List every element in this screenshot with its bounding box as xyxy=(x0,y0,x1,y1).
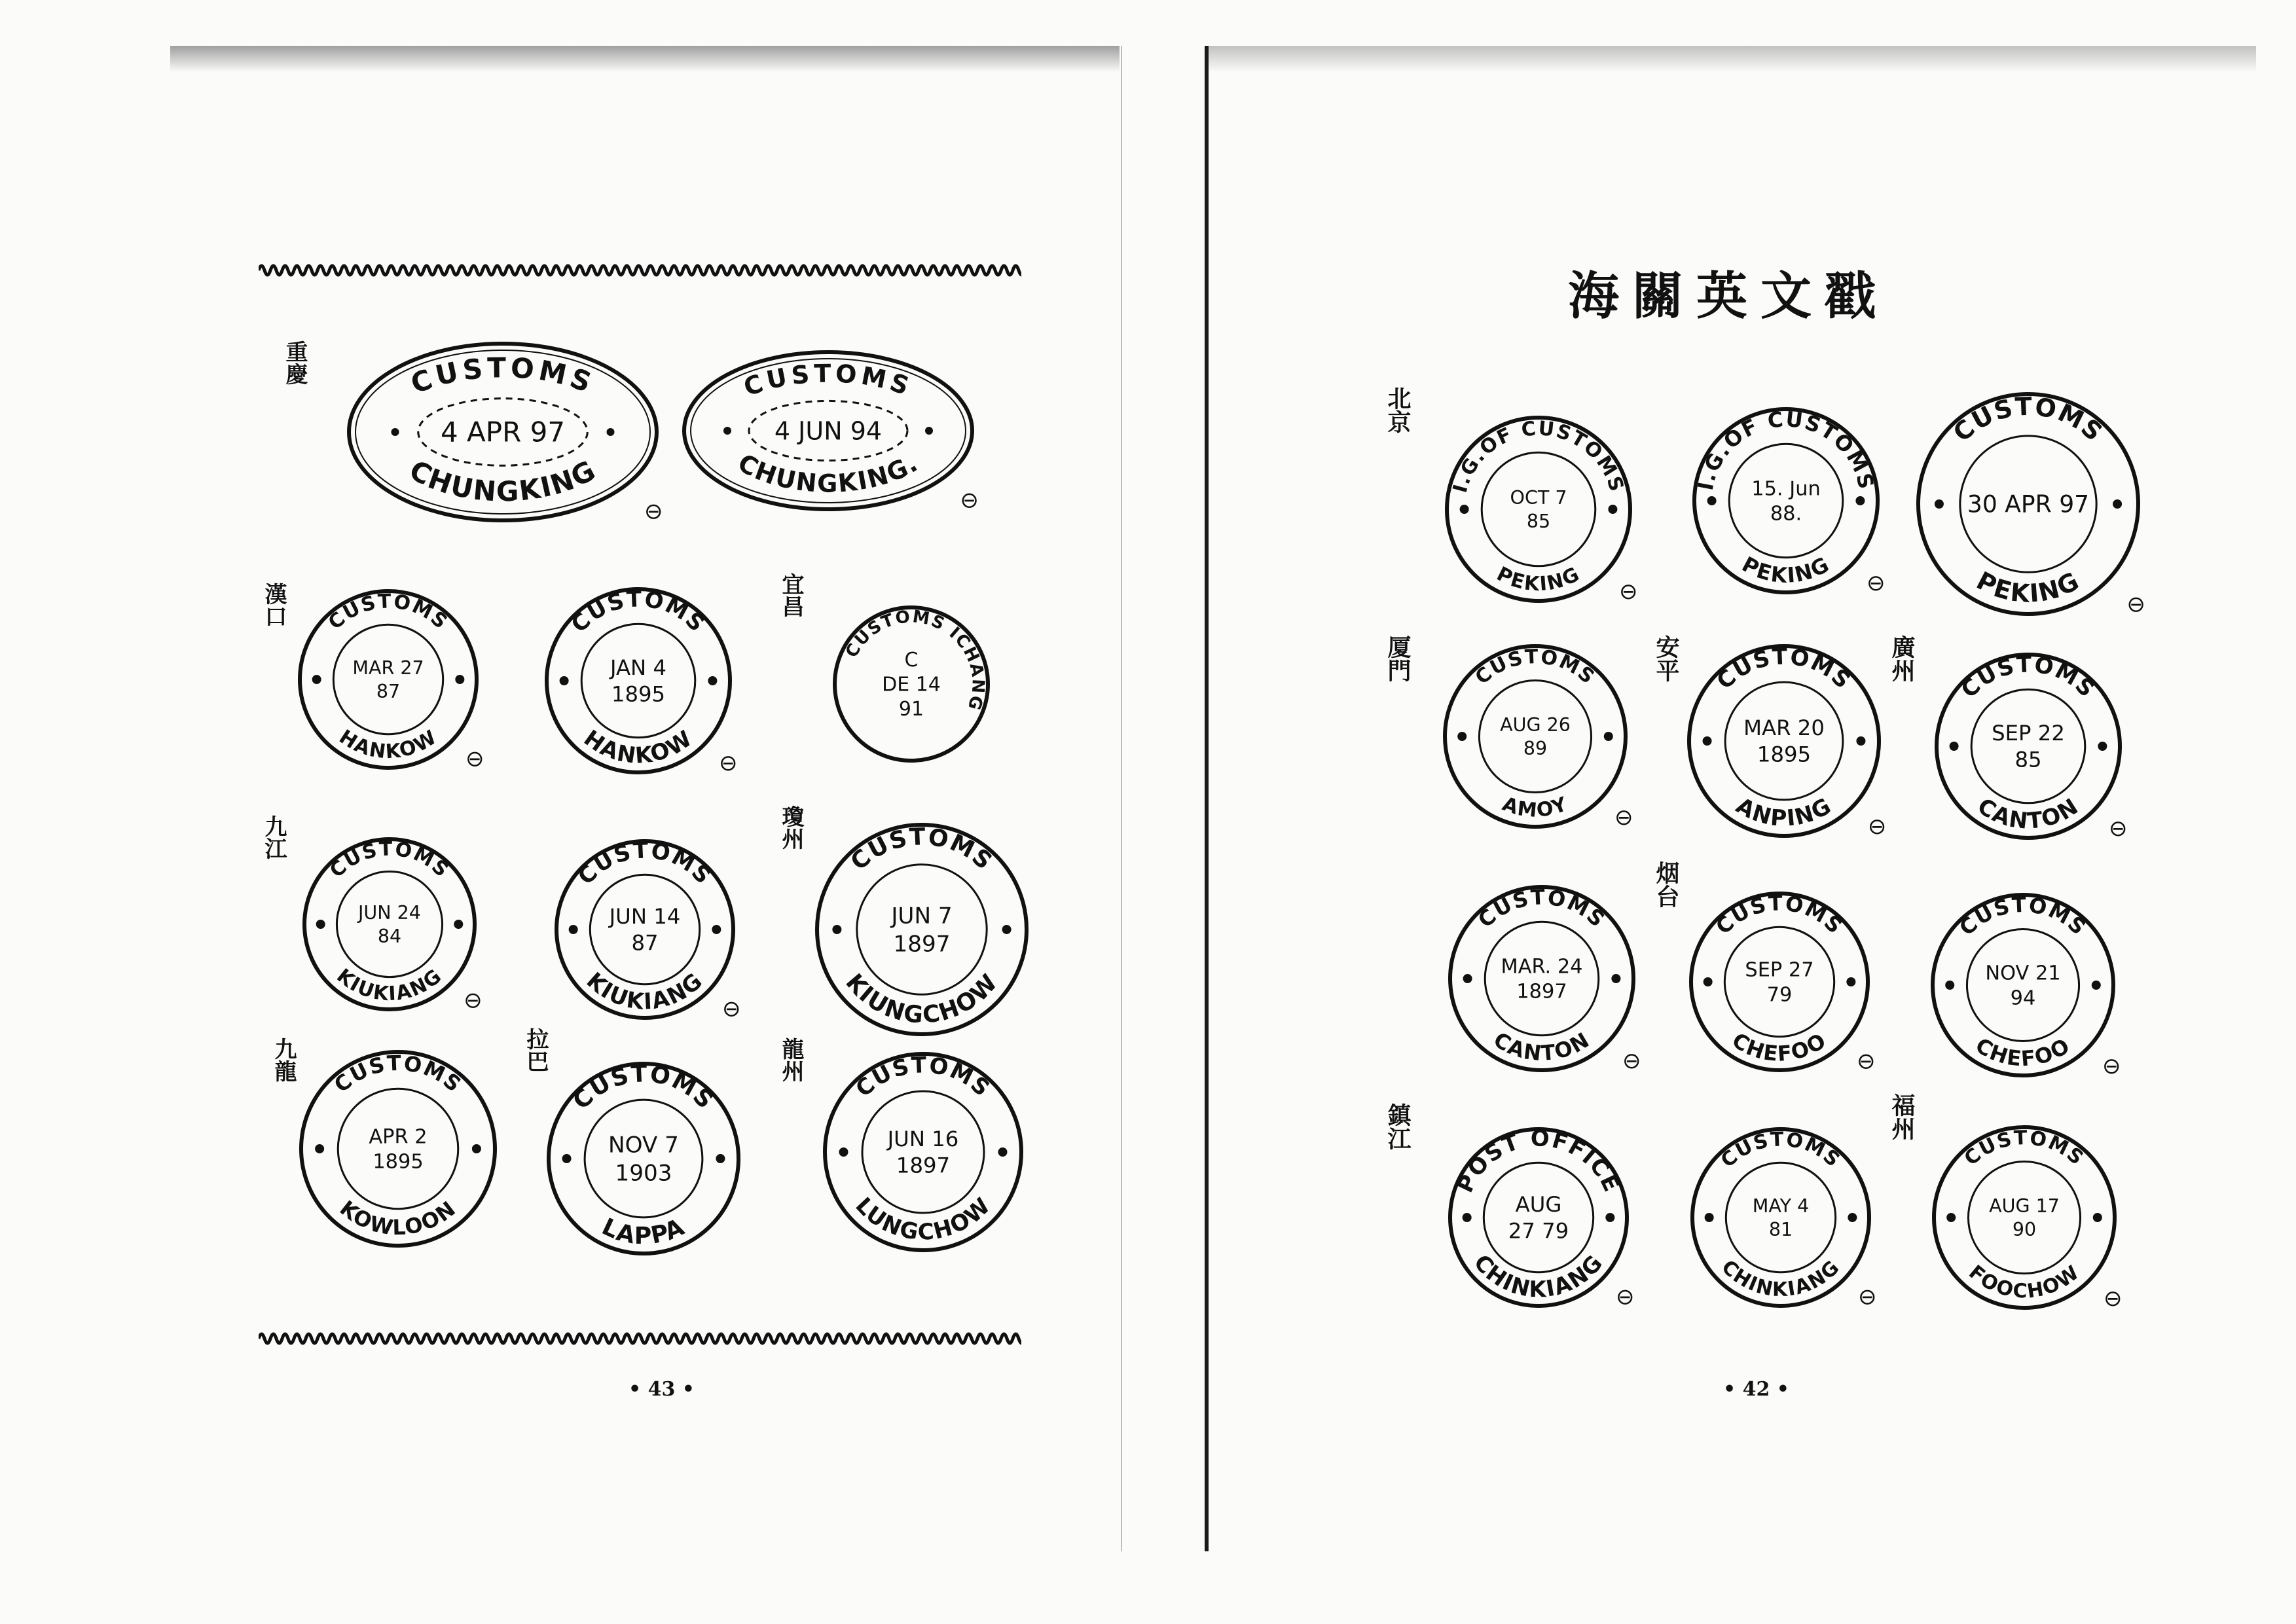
postmark-ornament xyxy=(1705,1213,1714,1222)
minus-circle-icon: ⊖ xyxy=(1618,579,1638,605)
postmark-date: 4 JUN 94 xyxy=(774,416,883,446)
postmark-arc-top: I.G.OF CUSTOMS xyxy=(1692,406,1880,493)
postmark-arc-top: CUSTOMS xyxy=(1954,892,2092,941)
postmark-chefoo-nov-21-94 xyxy=(1893,856,2153,1115)
postmark-arc-top: CUSTOMS ICHANG xyxy=(841,607,988,713)
postmark-arc-bottom: KIUNGCHOW xyxy=(840,968,1004,1030)
postmark-arc-top: CUSTOMS xyxy=(573,837,718,890)
postmark-peking-15-jun-88 xyxy=(1655,370,1917,632)
postmark-kowloon-apr-2-1895 xyxy=(262,1013,534,1285)
minus-circle-icon: ⊖ xyxy=(718,750,738,777)
postmark-arc-bottom: CHEFOO xyxy=(1727,1027,1832,1067)
postmark-date: JUN 7 xyxy=(891,903,953,929)
caption-foochow: 福州 xyxy=(1888,1093,1916,1140)
postmark-chinkiang-may-4-81 xyxy=(1653,1090,1908,1345)
postmark-year: 90 xyxy=(2012,1218,2037,1240)
postmark-arc-top: I.G.OF CUSTOMS xyxy=(1448,416,1629,496)
postmark-ornament xyxy=(1605,1213,1614,1222)
postmark-year: 1895 xyxy=(1757,742,1812,767)
postmark-date: JAN 4 xyxy=(610,655,667,681)
caption-chefoo: 烟台 xyxy=(1652,861,1680,908)
postmark-arc-bottom: PEKING xyxy=(1971,566,2085,609)
postmark-date: MAY 4 xyxy=(1752,1195,1810,1218)
minus-circle-icon: ⊖ xyxy=(1858,1284,1877,1310)
postmark-peking-oct-7-85 xyxy=(1408,378,1669,640)
postmark-ornament xyxy=(472,1144,481,1153)
postmark-year: 1903 xyxy=(615,1160,672,1187)
postmark-arc-bottom: CHINKIANG xyxy=(1717,1255,1845,1301)
minus-circle-icon: ⊖ xyxy=(1857,1048,1876,1075)
postmark-year: 1895 xyxy=(611,681,666,707)
postmark-ornament xyxy=(1946,1213,1956,1222)
postmark-peking-30-apr-97 xyxy=(1879,355,2178,653)
postmark-date: AUG xyxy=(1515,1192,1562,1218)
postmark-arc-top: CUSTOMS xyxy=(1959,1126,2089,1171)
postmark-year-line: 91 xyxy=(898,698,924,721)
postmark-arc-bottom: CHEFOO xyxy=(1971,1032,2075,1072)
postmark-arc-bottom: LUNGCHOW xyxy=(850,1192,996,1246)
postmark-date: JUN 14 xyxy=(609,904,681,929)
caption-kiungchow: 瓊州 xyxy=(778,805,804,850)
postmark-inner-ring xyxy=(1484,1163,1593,1272)
postmark-year: 85 xyxy=(1526,510,1551,532)
minus-circle-icon: ⊖ xyxy=(722,996,741,1022)
postmark-ornament xyxy=(2093,1213,2102,1222)
postmark-inner-ring xyxy=(1485,922,1599,1036)
caption-peking: 北京 xyxy=(1384,386,1412,433)
caption-chinkiang: 鎮江 xyxy=(1384,1103,1412,1150)
postmark-arc-top: CUSTOMS xyxy=(329,1050,467,1098)
postmark-ornament xyxy=(562,1154,572,1163)
postmark-year: 79 xyxy=(1766,983,1793,1007)
postmark-inner-ring xyxy=(1729,444,1843,558)
postmark-ornament xyxy=(1460,505,1469,514)
postmark-date: JUN 16 xyxy=(887,1127,959,1152)
caption-canton: 廣州 xyxy=(1888,635,1916,682)
postmark-ornament xyxy=(1950,742,1959,751)
postmark-ornament xyxy=(832,925,841,934)
postmark-ornament xyxy=(392,428,399,436)
postmark-date: MAR 20 xyxy=(1743,715,1825,741)
postmark-inner-ring xyxy=(1724,927,1834,1036)
postmark-ornament xyxy=(1608,505,1617,514)
minus-circle-icon: ⊖ xyxy=(464,987,483,1014)
postmark-hankow-jan-4-1895 xyxy=(507,550,769,812)
postmark-date: NOV 7 xyxy=(608,1132,679,1159)
postmark-ornament xyxy=(925,427,933,435)
postmark-inner-ring xyxy=(1971,689,2085,803)
postmark-arc-top: POST OFFICE xyxy=(1451,1125,1626,1197)
postmark-ornament xyxy=(708,676,717,685)
postmark-hankow-mar-27-87 xyxy=(261,552,516,807)
postmark-arc-bottom: CHUNGKING xyxy=(404,453,602,508)
minus-circle-icon: ⊖ xyxy=(2102,1053,2121,1080)
page-top-edge-left xyxy=(170,46,1120,72)
postmark-date: MAR 27 xyxy=(352,657,424,679)
postmark-ornament xyxy=(1846,977,1855,986)
page-title: 海關英文戳 xyxy=(1568,266,1889,326)
minus-circle-icon: ⊖ xyxy=(1616,1284,1635,1310)
postmark-year: 81 xyxy=(1768,1218,1793,1240)
postmark-inner-ring xyxy=(585,1100,702,1218)
postmark-inner-ring xyxy=(1482,452,1595,566)
postmark-ornament xyxy=(1855,496,1865,505)
postmark-arc-bottom: HANKOW xyxy=(579,725,698,769)
minus-circle-icon: ⊖ xyxy=(465,746,484,772)
postmark-arc-top: CUSTOMS xyxy=(740,359,917,402)
wavy-border-bottom xyxy=(259,1326,1021,1352)
postmark-inner-ring xyxy=(857,865,987,994)
postmark-date: MAR. 24 xyxy=(1501,955,1583,979)
postmark-arc-bottom: CHUNGKING. xyxy=(733,448,924,498)
postmark-canton-sep-22-85 xyxy=(1897,615,2159,877)
postmark-canton-mar-24-1897 xyxy=(1411,848,1673,1110)
postmark-year: 84 xyxy=(377,925,402,947)
postmark-arc-bottom: CANTON xyxy=(1973,793,2084,835)
postmark-year: 94 xyxy=(2010,986,2036,1010)
postmark-arc-bottom: AMOY xyxy=(1499,792,1571,823)
minus-circle-icon: ⊖ xyxy=(1614,804,1633,831)
postmark-arc-top: CUSTOMS xyxy=(568,1060,720,1115)
minus-circle-icon: ⊖ xyxy=(1622,1048,1641,1075)
minus-circle-icon: ⊖ xyxy=(1867,814,1887,840)
postmark-date: C xyxy=(904,649,919,672)
postmark-inner-ring xyxy=(1726,1163,1835,1272)
postmark-arc-top: CUSTOMS xyxy=(850,1052,996,1103)
postmark-ornament xyxy=(1002,925,1011,934)
postmark-arc-bottom: CANTON xyxy=(1489,1026,1595,1066)
postmark-ornament xyxy=(712,925,721,934)
postmark-ornament xyxy=(316,920,325,929)
postmark-arc-top: CUSTOMS xyxy=(1716,1128,1846,1173)
postmark-ornament xyxy=(312,675,321,684)
postmark-ornament xyxy=(607,428,615,436)
postmark-year: 27 79 xyxy=(1508,1218,1569,1244)
postmark-date: 30 APR 97 xyxy=(1967,490,2090,518)
minus-circle-icon: ⊖ xyxy=(2126,591,2145,618)
page-number-43: • 43 • xyxy=(629,1378,695,1401)
postmark-arc-bottom: HANKOW xyxy=(335,725,442,764)
postmark-ornament xyxy=(1945,981,1954,990)
postmark-date: AUG 17 xyxy=(1989,1195,2060,1218)
postmark-ornament xyxy=(1611,974,1620,983)
postmark-arc-bottom: PEKING xyxy=(1493,562,1584,596)
postmark-ornament xyxy=(1457,732,1467,741)
postmark-ornament xyxy=(1463,974,1472,983)
postmark-year: 87 xyxy=(376,680,401,702)
postmark-amoy-aug-26-89 xyxy=(1406,607,1665,866)
postmark-ornament xyxy=(2113,499,2122,509)
minus-circle-icon: ⊖ xyxy=(644,498,663,525)
page-gutter-shadow xyxy=(1121,46,1122,1551)
postmark-arc-top: CUSTOMS xyxy=(325,837,454,883)
postmark-ornament xyxy=(454,920,463,929)
postmark-ornament xyxy=(1463,1213,1472,1222)
postmark-year: 1897 xyxy=(893,931,951,958)
postmark-ornament xyxy=(1704,977,1713,986)
postmark-ornament xyxy=(723,427,731,435)
postmark-arc-bottom: KOWLOON xyxy=(335,1195,462,1240)
postmark-arc-bottom: LAPPA xyxy=(598,1213,689,1250)
postmark-date: OCT 7 xyxy=(1510,487,1567,509)
postmark-ornament xyxy=(315,1144,324,1153)
postmark-arc-top: CUSTOMS xyxy=(323,590,453,635)
postmark-date: JUN 24 xyxy=(358,902,421,924)
postmark-inner-ring xyxy=(338,1089,458,1209)
postmark-ornament xyxy=(560,676,569,685)
postmark-ornament xyxy=(1856,736,1865,746)
postmark-arc-top: CUSTOMS xyxy=(1473,884,1611,933)
minus-circle-icon: ⊖ xyxy=(2103,1286,2123,1312)
postmark-chefoo-sep-27-79 xyxy=(1652,854,1907,1110)
postmark-arc-top: CUSTOMS xyxy=(1711,643,1857,695)
postmark-arc-top: CUSTOMS xyxy=(1470,645,1600,690)
postmark-inner-ring xyxy=(337,871,442,977)
postmark-arc-bottom: ANPING xyxy=(1731,792,1837,832)
postmark-arc-top: CUSTOMS xyxy=(1947,391,2109,448)
minus-circle-icon: ⊖ xyxy=(960,487,979,514)
postmark-ornament xyxy=(2092,981,2101,990)
postmark-date: SEP 27 xyxy=(1745,958,1814,982)
postmark-lappa-nov-7-1903 xyxy=(509,1024,778,1293)
postmark-ornament xyxy=(2098,742,2107,751)
postmark-chungking-4-jun-94 xyxy=(645,313,1011,549)
postmark-ornament xyxy=(569,925,578,934)
postmark-ornament xyxy=(1604,732,1613,741)
postmark-ornament xyxy=(839,1147,848,1157)
postmark-ornament xyxy=(455,675,464,684)
postmark-ornament xyxy=(1707,496,1717,505)
postmark-year: 1895 xyxy=(373,1150,424,1174)
postmark-inner-ring xyxy=(1479,680,1591,792)
postmark-year: 88. xyxy=(1770,502,1802,526)
postmark-year: 87 xyxy=(631,930,659,956)
postmark-date: APR 2 xyxy=(369,1125,428,1149)
caption-anping: 安平 xyxy=(1652,635,1680,682)
caption-ichang: 宜昌 xyxy=(778,573,804,617)
postmark-date: 4 APR 97 xyxy=(440,416,566,448)
postmark-arc-bottom: CHINKIANG xyxy=(1468,1249,1609,1303)
postmark-ornament xyxy=(1703,736,1712,746)
postmark-arc-top: CUSTOMS xyxy=(845,823,998,876)
postmark-inner-ring xyxy=(581,624,695,738)
postmark-kiukiang-jun-24-84 xyxy=(265,800,514,1049)
caption-lungchow: 龍州 xyxy=(778,1038,804,1082)
minus-circle-icon: ⊖ xyxy=(1866,570,1886,597)
postmark-year: 89 xyxy=(1523,737,1548,759)
postmark-customs-ichang-c-de-14 xyxy=(795,568,1027,800)
postmark-inner-ring xyxy=(1725,682,1843,800)
postmark-year: 1897 xyxy=(1516,980,1567,1003)
postmark-ornament xyxy=(1935,499,1944,509)
postmark-arc-top: CUSTOMS xyxy=(566,586,711,638)
postmark-year: 1897 xyxy=(896,1153,951,1178)
page-top-edge-right xyxy=(1209,46,2256,72)
postmark-kiukiang-jun-14-87 xyxy=(517,802,773,1057)
wavy-border-top xyxy=(259,257,1021,283)
caption-hankow: 漢口 xyxy=(261,583,287,627)
postmark-inner-ring xyxy=(1967,929,2079,1041)
book-spine xyxy=(1205,46,1209,1551)
caption-amoy: 厦門 xyxy=(1384,635,1412,682)
postmark-year: DE 14 xyxy=(882,673,941,696)
postmark-year: 85 xyxy=(2014,747,2042,772)
postmark-arc-top: CUSTOMS xyxy=(1956,651,2101,704)
minus-circle-icon: ⊖ xyxy=(2108,816,2128,842)
postmark-arc-top: CUSTOMS xyxy=(1711,890,1848,939)
caption-kiukiang: 九江 xyxy=(261,815,287,859)
postmark-foochow-aug-17-90 xyxy=(1895,1088,2154,1347)
page-number-42: • 42 • xyxy=(1723,1378,1789,1401)
postmark-ornament xyxy=(1848,1213,1857,1222)
postmark-inner-ring xyxy=(862,1091,984,1213)
postmark-ornament xyxy=(998,1147,1008,1157)
postmark-arc-bottom: KIUKIANG xyxy=(581,967,709,1015)
postmark-inner-ring xyxy=(1968,1161,2080,1273)
postmark-anping-mar-20-1895 xyxy=(1650,607,1918,875)
postmark-arc-bottom: PEKING xyxy=(1738,551,1834,588)
postmark-date: NOV 21 xyxy=(1985,962,2061,985)
postmark-chinkiang-aug-27-79 xyxy=(1411,1090,1666,1345)
postmark-arc-top: CUSTOMS xyxy=(406,352,600,401)
postmark-arc-bottom: FOOCHOW xyxy=(1964,1260,2085,1303)
postmark-date: SEP 22 xyxy=(1992,721,2065,746)
postmark-ornament xyxy=(716,1154,725,1163)
postmark-inner-ring xyxy=(333,624,443,734)
postmark-date: AUG 26 xyxy=(1500,714,1571,736)
caption-kowloon: 九龍 xyxy=(270,1038,297,1082)
caption-chungking: 重慶 xyxy=(282,340,308,385)
postmark-arc-bottom: KIUKIANG xyxy=(332,964,447,1006)
postmark-inner-ring xyxy=(590,875,699,984)
postmark-lungchow-jun-16-1897 xyxy=(786,1015,1061,1290)
caption-lappa: 拉巴 xyxy=(522,1028,549,1072)
postmark-chungking-4-apr-97 xyxy=(310,304,696,560)
postmark-date: 15. Jun xyxy=(1751,477,1821,501)
